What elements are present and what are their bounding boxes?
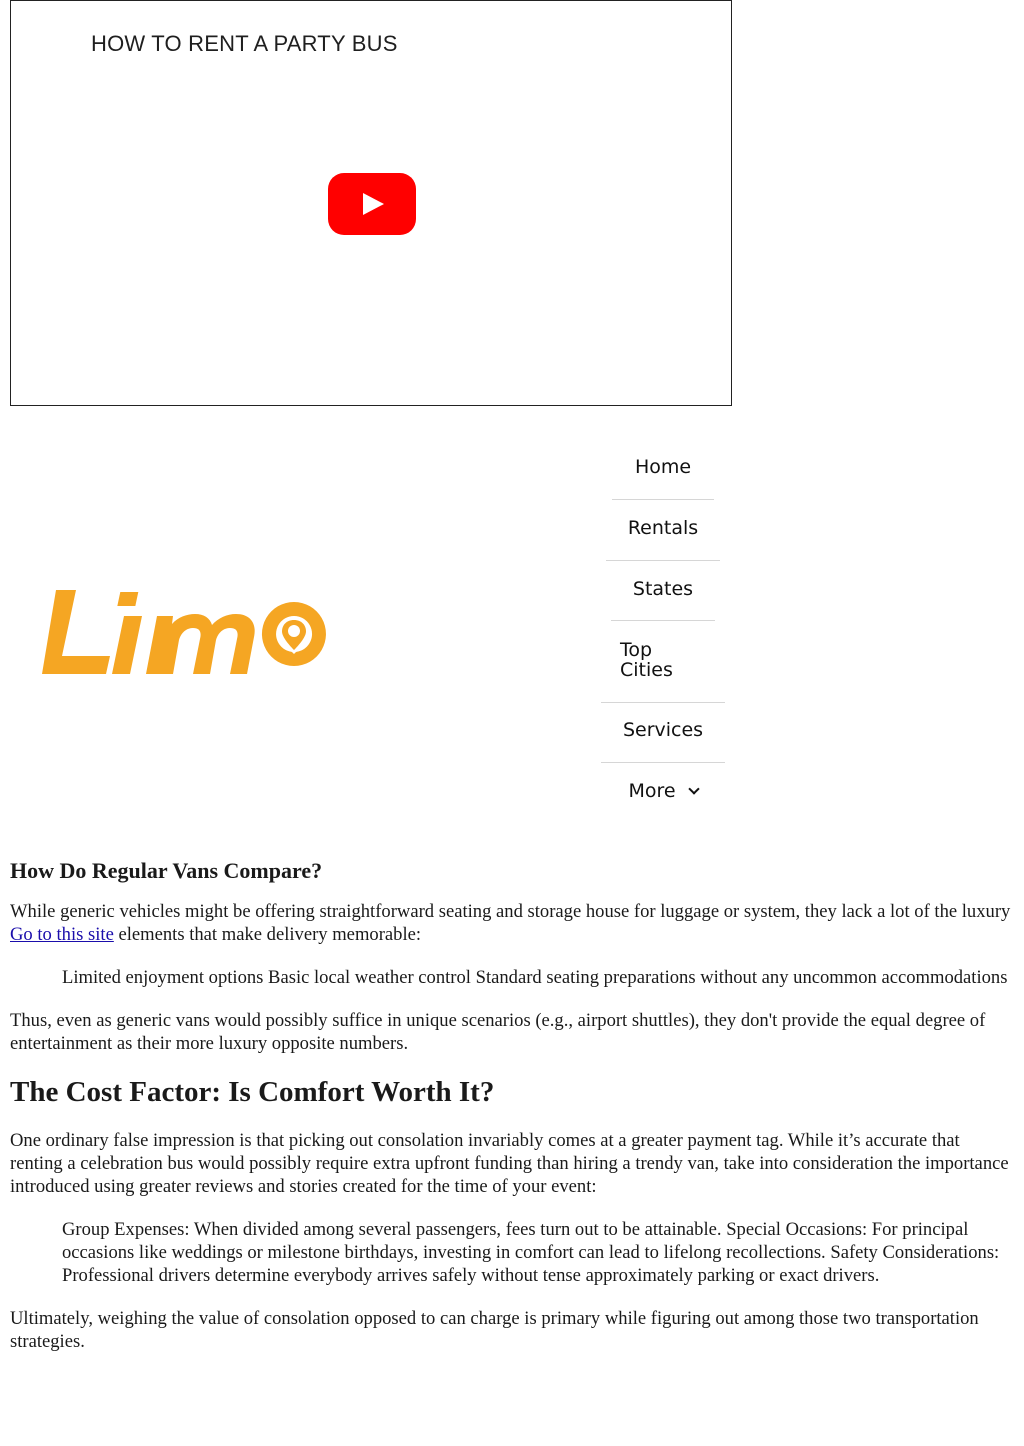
chevron-down-icon	[688, 783, 699, 794]
paragraph: Thus, even as generic vans would possibly suffice in unique scenarios (e.g., airport shuttles), they don't provide the equal degree of entertainment as their more luxury opposite numbers.	[10, 1010, 986, 1054]
limo-logo-svg	[42, 584, 332, 684]
paragraph	[10, 900, 1014, 946]
section-heading-vans: How Do Regular Vans Compare?	[10, 858, 323, 883]
nav-item-home[interactable]: Home	[634, 456, 692, 478]
play-icon	[363, 193, 384, 215]
nav-item-more[interactable]	[598, 780, 728, 802]
nav-divider	[611, 620, 715, 621]
nav-divider	[606, 560, 720, 561]
paragraph: One ordinary false impression is that picking out consolation invariably comes at a greater payment tag. While it’s accurate that renting a celebration bus would possibly require extra upfront funding than hiring a trendy van, take into consideration the importance introduced using greater reviews and stories created for the time of your event:	[10, 1130, 1009, 1197]
nav-item-rentals[interactable]: Rentals	[627, 517, 699, 539]
video-title[interactable]: HOW TO RENT A PARTY BUS	[91, 31, 398, 56]
article	[10, 856, 1014, 1373]
go-to-site-link[interactable]: Go to this site	[10, 924, 114, 945]
paragraph: Ultimately, weighing the value of consolation opposed to can charge is primary while figuring out among those two transportation strategies.	[10, 1308, 979, 1352]
logo-text	[332, 584, 333, 585]
nav-divider	[601, 762, 725, 763]
blockquote-van-limitations: Limited enjoyment options Basic local weather control Standard seating preparations without any uncommon accommodations	[62, 967, 1008, 988]
paragraph-text: While generic vehicles might be offering straightforward seating and storage house for luggage or system, they lack a lot of the luxury	[10, 901, 1011, 922]
nav-divider	[612, 499, 714, 500]
section-heading-cost: The Cost Factor: Is Comfort Worth It?	[10, 1076, 495, 1108]
nav-item-top-cities[interactable]: Top Cities	[620, 639, 673, 681]
logo[interactable]	[42, 584, 332, 684]
blockquote-cost-considerations: Group Expenses: When divided among several passengers, fees turn out to be attainable. Special Occasions: For principal occasions like weddings or milestone birthdays, investing in comfort can lead to lifelong recollections. Safety Considerations: Professional drivers determine everybody arrives safely without tense approximately parking or exact drivers.	[62, 1219, 1000, 1286]
nav-item-services[interactable]: Services	[622, 719, 704, 741]
nav-divider	[601, 702, 725, 703]
video-embed[interactable]	[10, 0, 732, 406]
play-button[interactable]	[328, 173, 416, 235]
nav-item-more-label: More	[628, 780, 676, 802]
nav-item-states[interactable]: States	[632, 578, 694, 600]
paragraph-text: elements that make delivery memorable:	[113, 924, 422, 945]
